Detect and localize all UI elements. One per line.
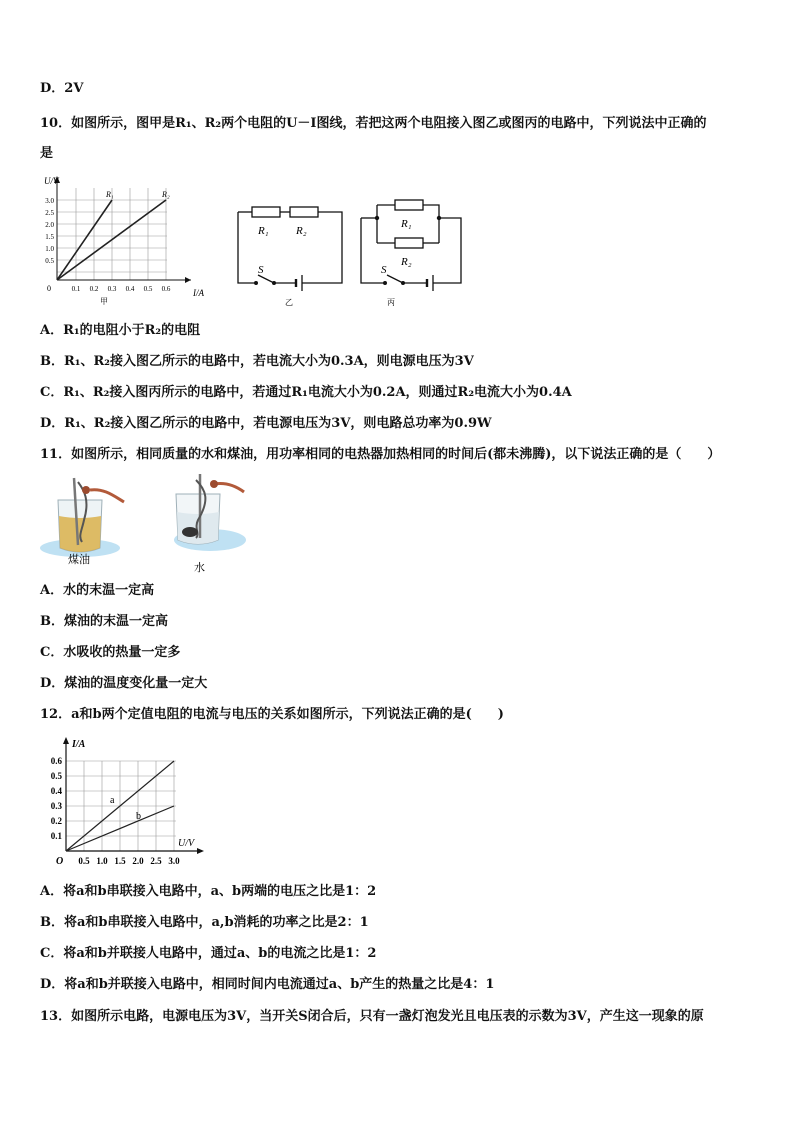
q10-yi-caption: 乙: [285, 298, 293, 307]
q12-label-b: b: [136, 811, 141, 822]
q10-jia-origin: 0: [47, 284, 51, 293]
q10-bing-switch-label: S: [381, 264, 387, 276]
q12-stem: 12．a和b两个定值电阻的电流与电压的关系如图所示，下列说法正确的是( ): [40, 707, 504, 722]
q10-yi-switch: [258, 275, 274, 283]
q10-figure-yi-circuit: [230, 195, 350, 310]
q11-option-d: D．煤油的温度变化量一定大: [40, 676, 208, 691]
q12-x-tick: 1.5: [114, 856, 126, 866]
q10-jia-caption: 甲: [100, 297, 108, 306]
q10-jia-y-tick: 0.5: [45, 257, 54, 265]
q12-x-tick: 3.0: [168, 856, 180, 866]
q12-option-d: D．将a和b并联接入电路中，相同时间内电流通过a、b产生的热量之比是4：1: [40, 977, 495, 992]
q11-label-kerosene: 煤油: [68, 553, 90, 566]
q10-jia-y-tick: 2.0: [45, 221, 54, 229]
q10-option-a: A．R₁的电阻小于R₂的电阻: [40, 323, 201, 338]
q12-y-tick: 0.2: [50, 816, 62, 826]
q10-bing-switch: [387, 275, 403, 283]
q11-option-c: C．水吸收的热量一定多: [40, 645, 181, 660]
q10-yi-switch-label: S: [258, 264, 264, 276]
q11-label-water: 水: [194, 561, 205, 574]
q9-option-d: D．2V: [40, 81, 84, 96]
q10-jia-y-label: U/V: [44, 176, 59, 186]
q10-jia-y-tick: 2.5: [45, 209, 54, 217]
q12-option-c: C．将a和b并联接人电路中，通过a、b的电流之比是1：2: [40, 946, 377, 961]
q12-graph: [40, 733, 220, 873]
q10-jia-grid: [57, 188, 167, 280]
q10-jia-y-tick: 1.5: [45, 233, 54, 241]
q12-x-tick: 2.5: [150, 856, 162, 866]
q12-label-a: a: [110, 795, 115, 806]
q10-bing-resistor-r1: [395, 200, 423, 210]
q12-x-tick: 0.5: [78, 856, 90, 866]
q12-origin: O: [56, 856, 64, 867]
q10-option-b: B．R₁、R₂接入图乙所示的电路中，若电流大小为0.3A，则电源电压为3V: [40, 354, 474, 369]
q12-y-tick: 0.1: [50, 831, 62, 841]
q12-x-tick: 2.0: [132, 856, 144, 866]
q10-bing-caption: 丙: [387, 298, 395, 307]
q10-bing-r2-label: R₂: [401, 256, 412, 268]
q11-stem: 11．如图所示，相同质量的水和煤油，用功率相同的电热器加热相同的时间后(都未沸腾)，以下说法正确的是（ ）: [40, 447, 721, 462]
q10-jia-x-tick: 0.5: [143, 285, 153, 293]
q10-option-c: C．R₁、R₂接入图丙所示的电路中，若通过R₁电流大小为0.2A，则通过R₂电流大小为0.4A: [40, 385, 572, 400]
q10-jia-y-tick: 1.0: [45, 245, 54, 253]
q11-option-a: A．水的末温一定高: [40, 583, 155, 598]
q10-figure-bing-circuit: [355, 193, 475, 310]
q12-option-a: A．将a和b串联接入电路中，a、b两端的电压之比是1：2: [40, 884, 377, 899]
q10-jia-x-tick: 0.4: [125, 285, 135, 293]
q10-jia-x-tick: 0.1: [71, 285, 81, 293]
q12-y-tick: 0.6: [50, 756, 62, 766]
q10-stem-line1: 10．如图所示，图甲是R₁、R₂两个电阻的U－I图线，若把这两个电阻接入图乙或图丙的电路中，下列说法中正确的: [40, 116, 707, 131]
q10-jia-y-ticks: [45, 197, 54, 265]
q10-jia-y-tick: 3.0: [45, 197, 54, 205]
q12-y-tick: 0.4: [50, 786, 62, 796]
q11-water-beaker: [174, 474, 246, 551]
q12-x-tick: 1.0: [96, 856, 108, 866]
q12-x-label: U/V: [178, 838, 195, 849]
q11-beakers-figure: [38, 470, 248, 575]
q10-yi-r1-label: R₁: [258, 225, 269, 237]
q10-yi-resistor-r2: [290, 207, 318, 217]
q10-figure-jia-graph: [36, 170, 216, 310]
q12-y-tick: 0.3: [50, 801, 62, 811]
q10-jia-r2-label: R₂: [162, 190, 170, 199]
q11-kerosene-beaker: [40, 478, 124, 557]
q10-jia-x-tick: 0.3: [107, 285, 117, 293]
q10-option-d: D．R₁、R₂接入图乙所示的电路中，若电源电压为3V，则电路总功率为0.9W: [40, 416, 492, 431]
q12-y-tick: 0.5: [50, 771, 62, 781]
q10-bing-r1-label: R₁: [401, 218, 412, 230]
q13-stem: 13．如图所示电路，电源电压为3V，当开关S闭合后，只有一盏灯泡发光且电压表的示数为3V，产生这一现象的原: [40, 1009, 704, 1024]
q10-yi-r2-label: R₂: [296, 225, 307, 237]
q10-yi-resistor-r1: [252, 207, 280, 217]
q10-jia-x-tick: 0.2: [89, 285, 99, 293]
q12-y-label: I/A: [72, 739, 86, 750]
q10-jia-x-tick: 0.6: [161, 285, 171, 293]
q10-bing-resistor-r2: [395, 238, 423, 248]
q10-jia-r1-label: R₁: [106, 190, 114, 199]
q11-option-b: B．煤油的末温一定高: [40, 614, 168, 629]
q10-jia-x-label: I/A: [193, 288, 204, 298]
q10-stem-line2: 是: [40, 146, 54, 161]
q10-jia-x-ticks: [72, 285, 171, 293]
q12-option-b: B．将a和b串联接入电路中，a,b消耗的功率之比是2：1: [40, 915, 369, 930]
